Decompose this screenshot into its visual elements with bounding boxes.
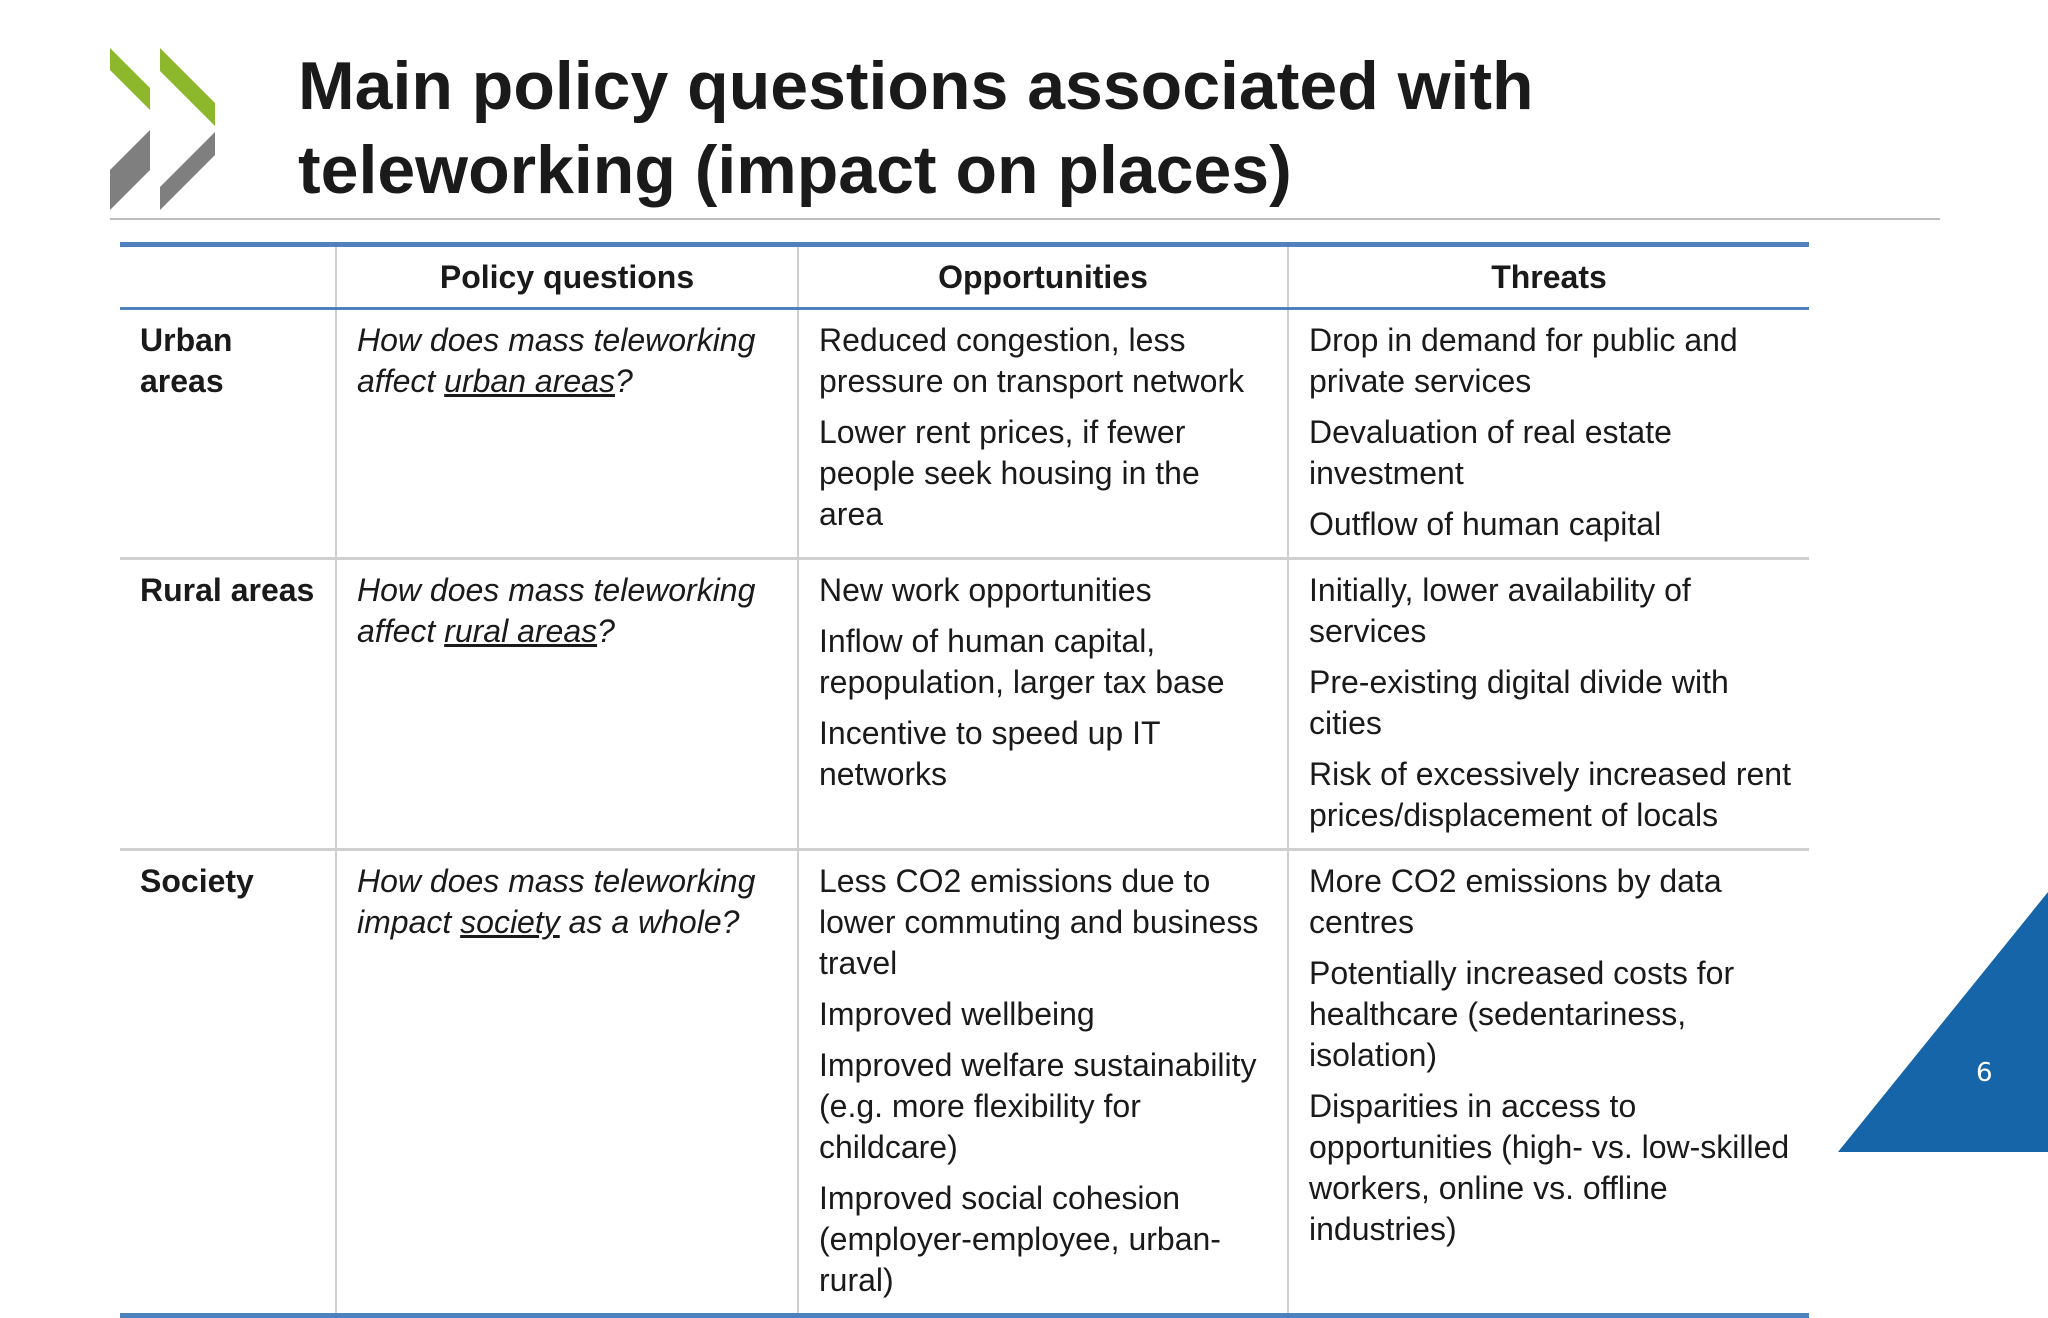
- threat-item: Drop in demand for public and private services: [1309, 322, 1738, 399]
- threat-item: Pre-existing digital divide with cities: [1309, 664, 1729, 741]
- threat-item: Disparities in access to opportunities (high- vs. low-skilled workers, online vs. offline industries): [1309, 1088, 1790, 1247]
- question-text: How does mass teleworking impact: [357, 863, 756, 940]
- threats-cell: [1288, 559, 1809, 850]
- threat-item: Outflow of human capital: [1309, 506, 1662, 542]
- header-empty: [120, 245, 336, 309]
- question-underlined: society: [460, 904, 560, 940]
- opportunity-item: Inflow of human capital, repopulation, larger tax base: [819, 623, 1225, 700]
- threat-item: More CO2 emissions by data centres: [1309, 863, 1722, 940]
- threats-cell: [1288, 850, 1809, 1316]
- table-row-society: [120, 850, 1809, 1316]
- policy-table: [120, 242, 1809, 1318]
- question-suffix: ?: [597, 613, 615, 649]
- page-title: [298, 44, 1898, 212]
- table-row-rural-areas: [120, 559, 1809, 850]
- title-line-2: teleworking (impact on places): [298, 132, 1292, 208]
- opportunity-item: New work opportunities: [819, 572, 1152, 608]
- opportunities-cell: [798, 309, 1288, 559]
- title-line-1: Main policy questions associated with: [298, 48, 1534, 124]
- threat-item: Potentially increased costs for healthcare (sedentariness, isolation): [1309, 955, 1735, 1073]
- table-header-row: [120, 245, 1809, 309]
- opportunity-item: Improved social cohesion (employer-employee, urban-rural): [819, 1180, 1221, 1298]
- question-suffix: ?: [614, 363, 633, 399]
- row-label: Urban areas: [140, 322, 233, 399]
- policy-question: [336, 309, 798, 559]
- opportunity-item: Reduced congestion, less pressure on transport network: [819, 322, 1245, 399]
- threat-item: Initially, lower availability of services: [1309, 572, 1691, 649]
- header-opportunities: Opportunities: [798, 245, 1288, 309]
- header-policy-questions: Policy questions: [336, 245, 798, 309]
- opportunity-item: Incentive to speed up IT networks: [819, 715, 1160, 792]
- opportunities-cell: [798, 559, 1288, 850]
- threat-item: Risk of excessively increased rent prices/displacement of locals: [1309, 756, 1791, 833]
- header-threats: Threats: [1288, 245, 1809, 309]
- threat-item: Devaluation of real estate investment: [1309, 414, 1672, 491]
- opportunity-item: Less CO2 emissions due to lower commuting and business travel: [819, 863, 1259, 981]
- title-divider: [110, 218, 1940, 220]
- slide-number: 6: [1976, 1058, 1993, 1088]
- opportunity-item: Lower rent prices, if fewer people seek housing in the area: [819, 414, 1200, 532]
- opportunities-cell: [798, 850, 1288, 1316]
- threats-cell: [1288, 309, 1809, 559]
- opportunity-item: Improved welfare sustainability (e.g. more flexibility for childcare): [819, 1047, 1257, 1165]
- row-label: Society: [140, 863, 254, 899]
- question-text: How does mass teleworking affect: [357, 322, 756, 399]
- row-label: Rural areas: [140, 572, 315, 608]
- policy-question: [336, 559, 798, 850]
- question-underlined: urban areas: [444, 363, 615, 399]
- table-row-urban-areas: [120, 309, 1809, 559]
- opportunity-item: Improved wellbeing: [819, 996, 1095, 1032]
- question-text: How does mass teleworking affect: [357, 572, 756, 649]
- chevron-logo-icon: [110, 48, 220, 210]
- question-suffix: as a whole?: [559, 904, 740, 940]
- policy-question: [336, 850, 798, 1316]
- corner-triangle-decoration: [1838, 892, 2048, 1152]
- question-underlined: rural areas: [444, 613, 598, 649]
